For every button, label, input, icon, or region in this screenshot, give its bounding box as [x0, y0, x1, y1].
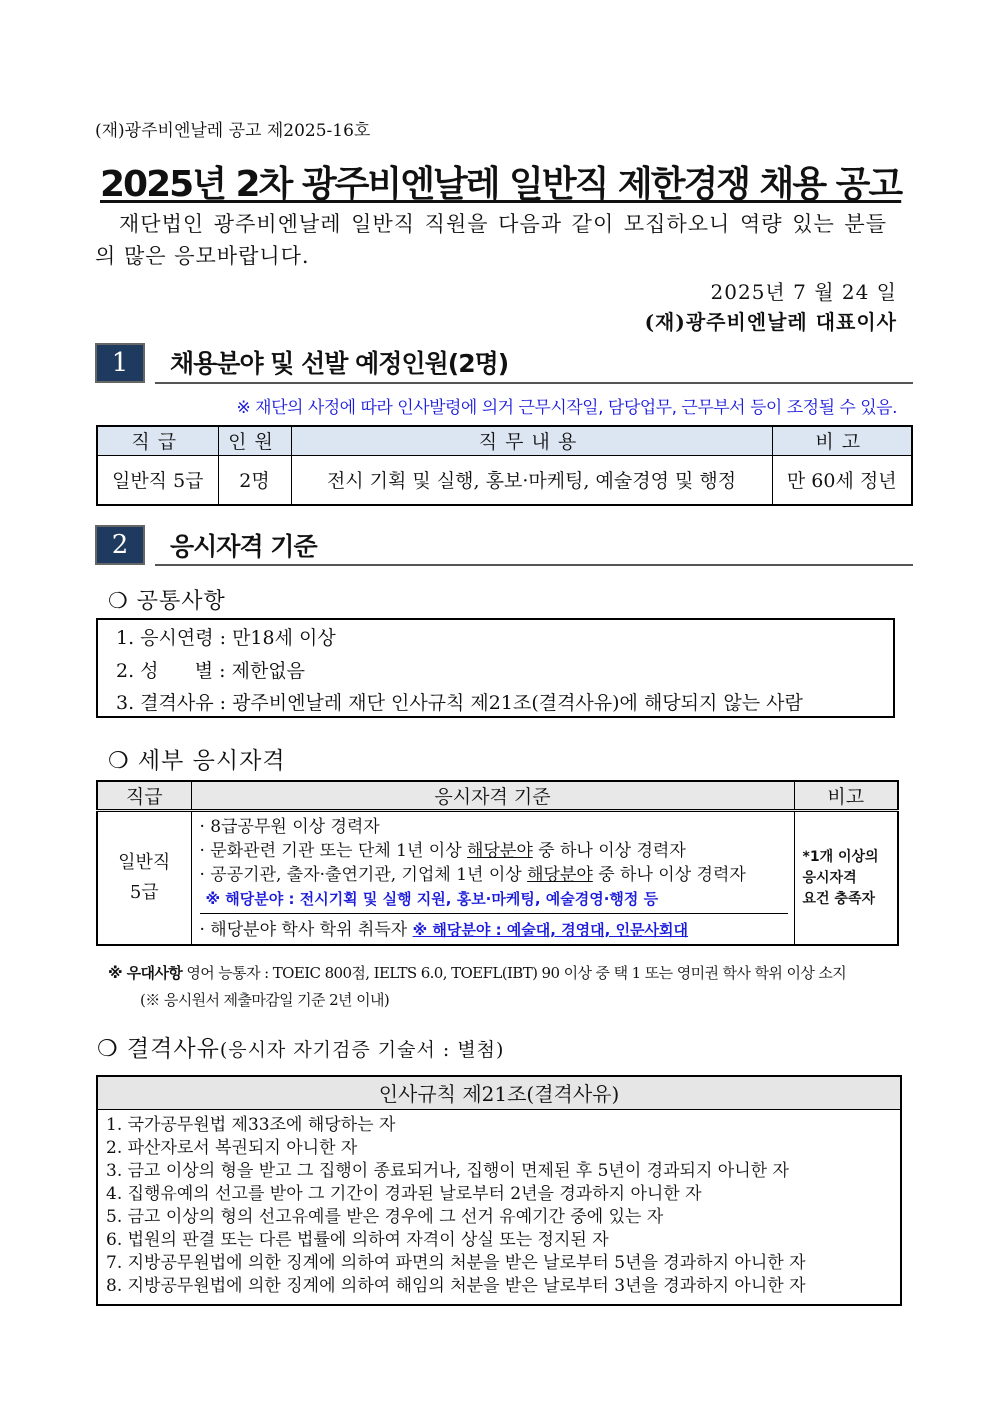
grade-line: 일반직	[118, 852, 171, 873]
disqualification-heading	[97, 1030, 504, 1063]
text: 해당분야	[467, 841, 533, 861]
remark-line: *1개 이상의	[802, 848, 879, 865]
qualification-table	[96, 780, 899, 946]
preference-text: 영어 능통자 : TOEIC 800점, IELTS 6.0, TOEFL(IBT) 90 이상 중 택 1 또는 영미권 학사 학위 이상 소지	[182, 964, 847, 982]
cell-remarks	[794, 811, 898, 946]
text: 해당분야	[527, 865, 593, 885]
remark-line: 요건 충족자	[802, 890, 875, 907]
positions-table	[96, 425, 913, 506]
table-row	[97, 811, 898, 946]
field-note: ※ 해당분야 : 예술대, 경영대, 인문사회대	[412, 921, 689, 939]
text: · 공공기관, 출자·출연기관, 기업체 1년 이상	[199, 865, 528, 885]
list-item: 6. 법원의 판결 또는 다른 법률에 의하여 자격이 상실 또는 정지된 자	[106, 1229, 609, 1250]
header-grade: 직급	[97, 781, 191, 811]
header-count: 인원	[218, 426, 291, 455]
list-item: 3. 결격사유 : 광주비엔날레 재단 인사규칙 제21조(결격사유)에 해당되지 않는 사람	[116, 692, 803, 714]
disq-subtitle: (응시자 자기검증 기술서 : 별첨)	[219, 1039, 505, 1061]
section-divider	[155, 564, 913, 566]
cell-grade: 일반직 5급	[97, 455, 218, 505]
common-title: ❍ 공통사항	[108, 589, 226, 614]
preference-label: ※ 우대사항	[108, 964, 183, 982]
page-title: 2025년 2차 광주비엔날레 일반직 제한경쟁 채용 공고	[100, 164, 902, 205]
section-title-1: 채용분야 및 선발 예정인원(2명)	[170, 349, 509, 378]
preference-note	[108, 962, 846, 983]
header-remarks: 비고	[772, 426, 912, 455]
notice-number: (재)광주비엔날레 공고 제2025-16호	[95, 121, 371, 141]
text: · 해당분야 학사 학위 취득자	[199, 920, 413, 940]
cell-count: 2명	[218, 455, 291, 505]
criterion	[200, 863, 788, 887]
disq-list	[97, 1109, 901, 1305]
cell-criteria	[191, 811, 794, 946]
list-item: 2. 성 별 : 제한없음	[116, 659, 306, 682]
section-number-1: 1	[95, 343, 145, 383]
list-item: 2. 파산자로서 복권되지 아니한 자	[106, 1137, 358, 1158]
text: 중 하나 이상 경력자	[532, 841, 686, 861]
list-item: 3. 금고 이상의 형을 받고 그 집행이 종료되거나, 집행이 면제된 후 5년이 경과되지 아니한 자	[106, 1160, 789, 1181]
detail-title: ❍ 세부 응시자격	[108, 748, 286, 774]
disqualification-table	[96, 1075, 902, 1306]
field-note: ※ 해당분야 : 전시기획 및 실행 지원, 홍보·마케팅, 예술경영·행정 등	[200, 887, 788, 914]
criterion	[200, 918, 788, 942]
text: · 문화관련 기관 또는 단체 1년 이상	[199, 841, 468, 861]
grade-line: 5급	[129, 882, 159, 903]
list-item: 1. 응시연령 : 만18세 이상	[116, 627, 336, 649]
list-item: 1. 국가공무원법 제33조에 해당하는 자	[106, 1114, 396, 1135]
header-criteria: 응시자격 기준	[191, 781, 794, 811]
header-grade: 직급	[97, 426, 218, 455]
cell-grade	[97, 811, 191, 946]
list-item: 5. 금고 이상의 형의 선고유예를 받은 경우에 그 선거 유예기간 중에 있는 자	[106, 1206, 664, 1227]
header-duties: 직무내용	[291, 426, 772, 455]
cell-duties: 전시 기획 및 실행, 홍보·마케팅, 예술경영 및 행정	[291, 455, 772, 505]
disq-title: ❍ 결격사유	[97, 1036, 220, 1062]
section-title-2: 응시자격 기준	[170, 532, 317, 561]
disq-header: 인사규칙 제21조(결격사유)	[97, 1076, 901, 1109]
intro-paragraph: 재단법인 광주비엔날레 일반직 직원을 다음과 같이 모집하오니 역량 있는 분들의 많은 응모바랍니다.	[95, 212, 887, 268]
text: 중 하나 이상 경력자	[592, 865, 746, 885]
remark-line: 응시자격	[802, 869, 857, 886]
common-requirements-box	[96, 618, 895, 718]
cell-remarks: 만 60세 정년	[772, 455, 912, 505]
criterion: · 8급공무원 이상 경력자	[199, 817, 380, 837]
header-remarks: 비고	[794, 781, 898, 811]
list-item: 8. 지방공무원법에 의한 징계에 의하여 해임의 처분을 받은 날로부터 3년을 경과하지 아니한 자	[106, 1275, 806, 1296]
table-row	[97, 455, 912, 505]
adjustment-note: ※ 재단의 사정에 따라 인사발령에 의거 근무시작일, 담당업무, 근무부서 등이 조정될 수 있음.	[236, 398, 897, 418]
announcement-date: 2025년 7 월 24 일	[710, 280, 897, 304]
preference-subnote: (※ 응시원서 제출마감일 기준 2년 이내)	[140, 991, 390, 1009]
criterion	[200, 839, 788, 863]
signatory: (재)광주비엔날레 대표이사	[644, 310, 897, 334]
list-item: 4. 집행유예의 선고를 받아 그 기간이 경과된 날로부터 2년을 경과하지 아니한 자	[106, 1183, 702, 1204]
list-item: 7. 지방공무원법에 의한 징계에 의하여 파면의 처분을 받은 날로부터 5년을 경과하지 아니한 자	[106, 1252, 806, 1273]
section-divider	[155, 382, 913, 384]
section-number-2: 2	[95, 525, 145, 565]
